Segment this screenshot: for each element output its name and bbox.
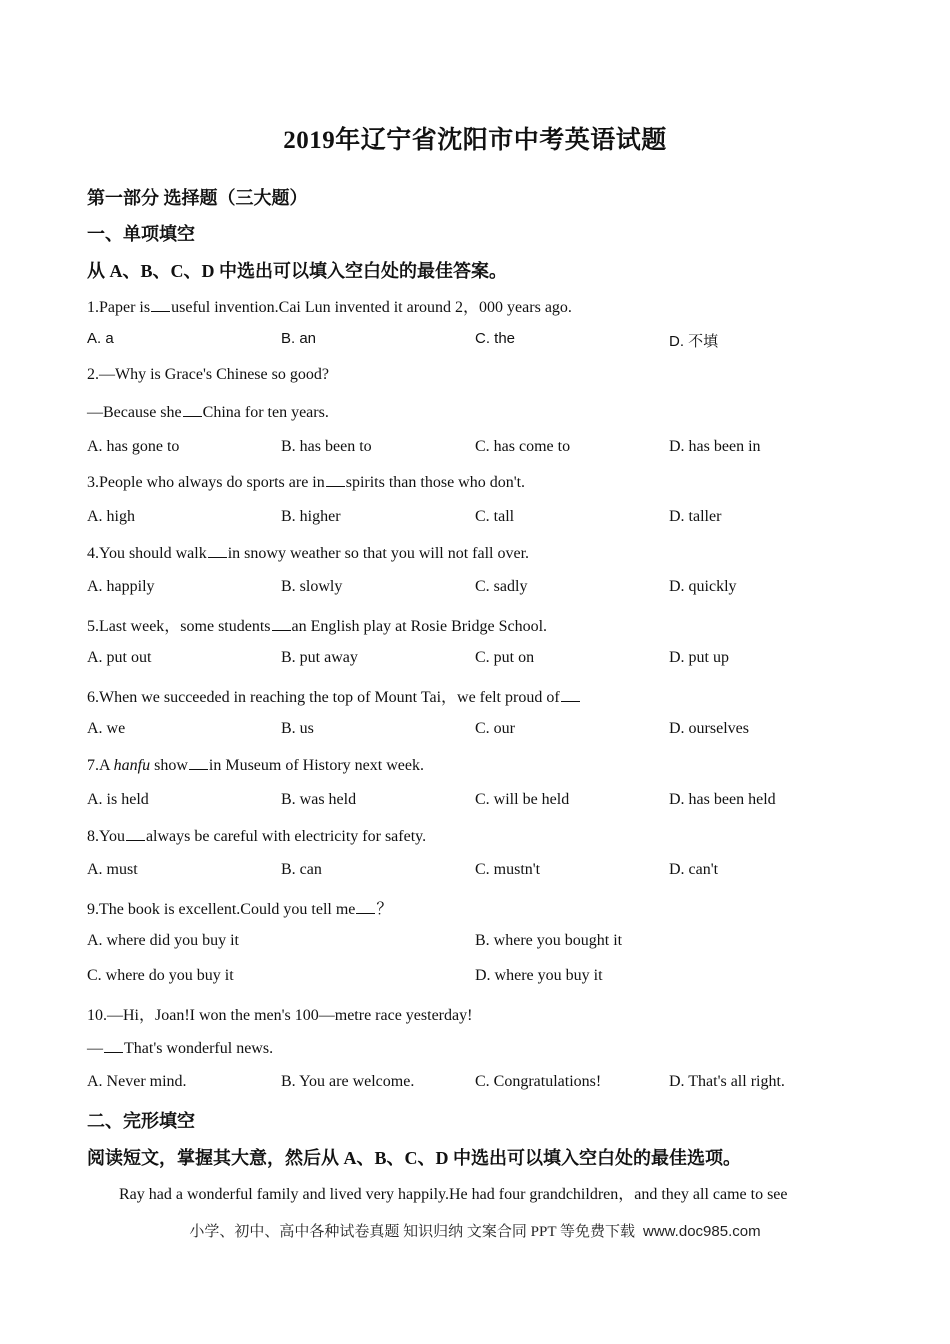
question-4: 4.You should walk in snowy weather so that you will not fall over. — [87, 545, 530, 562]
q6-option-b: B. us — [281, 720, 314, 737]
q10-option-d: D. That's all right. — [669, 1073, 785, 1090]
q2-option-a: A. has gone to — [87, 438, 180, 455]
q1-option-b: B. an — [281, 330, 317, 347]
answer-blank — [272, 616, 291, 631]
q8-option-b: B. can — [281, 861, 322, 878]
passage-text: Ray had a wonderful family and lived very happily.He had four grandchildren，and they all came to see — [119, 1186, 788, 1203]
q6-option-d: D. ourselves — [669, 720, 749, 737]
q6-option-c: C. our — [475, 720, 515, 737]
q4-option-a: A. happily — [87, 578, 155, 595]
q6-option-a: A. we — [87, 720, 126, 737]
q3-option-b: B. higher — [281, 508, 341, 525]
page-title: 2019年辽宁省沈阳市中考英语试题 — [283, 127, 667, 154]
q8-option-d: D. can't — [669, 861, 719, 878]
question-1: 1.Paper is useful invention.Cai Lun invented it around 2，000 years ago. — [87, 299, 572, 316]
footer-text: 小学、初中、高中各种试卷真题 知识归纳 文案合同 PPT 等免费下载 — [189, 1224, 636, 1240]
answer-blank — [208, 543, 227, 558]
section2-instruction: 阅读短文，掌握其大意，然后从 A、B、C、D 中选出可以填入空白处的最佳选项。 — [87, 1148, 741, 1168]
q9-option-b: B. where you bought it — [475, 932, 623, 949]
q9-option-d: D. where you buy it — [475, 967, 603, 984]
q1-option-d: D. 不填 — [669, 333, 719, 350]
q1-option-c: C. the — [475, 330, 516, 347]
q5-option-b: B. put away — [281, 649, 358, 666]
q7-option-b: B. was held — [281, 791, 357, 808]
q5-option-a: A. put out — [87, 649, 152, 666]
q2-option-b: B. has been to — [281, 438, 372, 455]
q8-option-c: C. mustn't — [475, 861, 541, 878]
q2-option-c: C. has come to — [475, 438, 571, 455]
question-6: 6.When we succeeded in reaching the top of Mount Tai，we felt proud of — [87, 684, 581, 707]
question-2: 2.—Why is Grace's Chinese so good? — [87, 366, 329, 383]
part-heading: 第一部分 选择题（三大题） — [87, 188, 308, 208]
q1-option-a: A. a — [87, 330, 114, 347]
answer-blank — [189, 755, 208, 770]
q10-option-b: B. You are welcome. — [281, 1073, 415, 1090]
q4-option-c: C. sadly — [475, 578, 528, 595]
answer-blank — [151, 297, 170, 312]
page-footer — [0, 1220, 950, 1241]
question-5: 5.Last week，some students an English play at Rosie Bridge School. — [87, 618, 548, 635]
question-3: 3.People who always do sports are in spirits than those who don't. — [87, 474, 526, 491]
q3-option-d: D. taller — [669, 508, 722, 525]
q4-option-b: B. slowly — [281, 578, 343, 595]
q7-option-a: A. is held — [87, 791, 149, 808]
q5-option-c: C. put on — [475, 649, 535, 666]
q9-option-a: A. where did you buy it — [87, 932, 239, 949]
question-2-reply: —Because she China for ten years. — [87, 404, 329, 421]
footer-url: www.doc985.com — [643, 1223, 761, 1240]
q3-option-a: A. high — [87, 508, 135, 525]
q2-option-d: D. has been in — [669, 438, 761, 455]
question-8: 8.You always be careful with electricity for safety. — [87, 828, 427, 845]
question-7: 7.A hanfu show in Museum of History next week. — [87, 757, 424, 774]
q10-option-a: A. Never mind. — [87, 1073, 187, 1090]
q7-option-d: D. has been held — [669, 791, 776, 808]
answer-blank — [326, 472, 345, 487]
section2-heading: 二、完形填空 — [87, 1111, 195, 1131]
answer-blank — [126, 826, 145, 841]
answer-blank — [356, 899, 375, 914]
q8-option-a: A. must — [87, 861, 138, 878]
q9-option-c: C. where do you buy it — [87, 967, 234, 984]
q7-option-c: C. will be held — [475, 791, 570, 808]
question-9: 9.The book is excellent.Could you tell me ？ — [87, 901, 393, 918]
question-10-reply: — That's wonderful news. — [87, 1040, 274, 1057]
question-10: 10.—Hi，Joan!I won the men's 100—metre race yesterday! — [87, 1007, 473, 1024]
section1-heading: 一、单项填空 — [87, 224, 195, 244]
q4-option-d: D. quickly — [669, 578, 737, 595]
q5-option-d: D. put up — [669, 649, 729, 666]
section1-instruction: 从 A、B、C、D 中选出可以填入空白处的最佳答案。 — [87, 261, 508, 281]
answer-blank — [561, 687, 580, 702]
answer-blank — [104, 1038, 123, 1053]
q10-option-c: C. Congratulations! — [475, 1073, 602, 1090]
answer-blank — [183, 402, 202, 417]
q3-option-c: C. tall — [475, 508, 515, 525]
